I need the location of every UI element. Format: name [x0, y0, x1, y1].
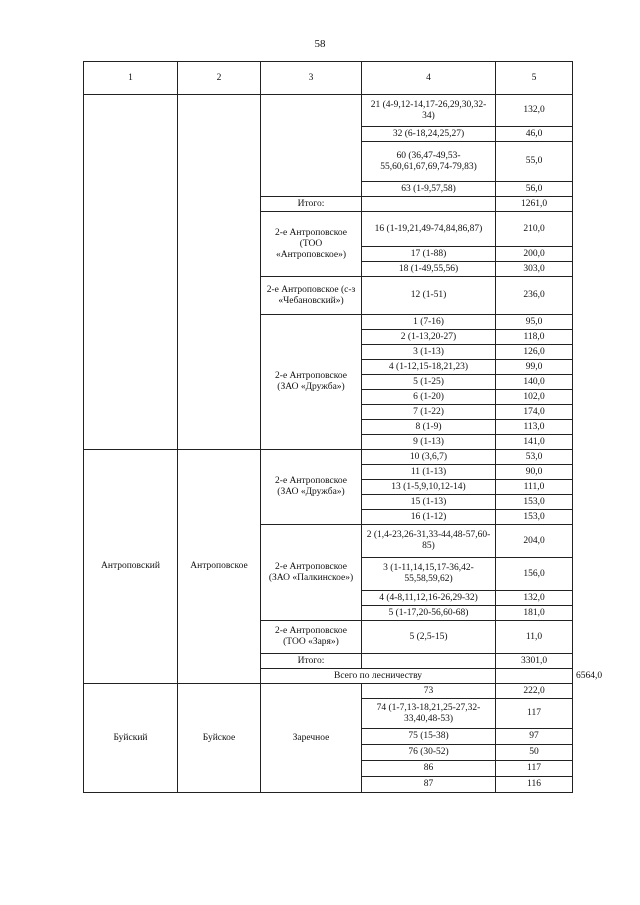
group-label: Заречное: [261, 684, 362, 793]
group-label: 2-е Антроповское (ЗАО «Дружба»): [261, 450, 362, 525]
group-label: 2-е Антроповское (ТОО «Заря»): [261, 621, 362, 654]
cell-area: 126,0: [496, 345, 573, 360]
subtotal-value: 1261,0: [496, 197, 573, 212]
table-row: [84, 95, 573, 127]
grand-total-empty: [496, 669, 573, 684]
cell-quarter: 1 (7-16): [362, 315, 496, 330]
cell-area: 181,0: [496, 606, 573, 621]
cell-area: 222,0: [496, 684, 573, 699]
header-col-4: 4: [362, 62, 496, 95]
cell-quarter: 5 (1-25): [362, 375, 496, 390]
subtotal-empty: [362, 197, 496, 212]
cell-area: 174,0: [496, 405, 573, 420]
cell-quarter: 4 (4-8,11,12,16-26,29-32): [362, 591, 496, 606]
cell-quarter: 10 (3,6,7): [362, 450, 496, 465]
cell-area: 90,0: [496, 465, 573, 480]
cell-area: 97: [496, 729, 573, 745]
cell-area: 141,0: [496, 435, 573, 450]
district-name: Буйский: [84, 684, 178, 793]
cell-quarter: 17 (1-88): [362, 247, 496, 262]
cell-area: 113,0: [496, 420, 573, 435]
cell-quarter: 5 (2,5-15): [362, 621, 496, 654]
group-label: 2-е Антроповское (ТОО «Антроповское»): [261, 212, 362, 277]
block1-col3-empty: [261, 95, 362, 197]
header-col-1: 1: [84, 62, 178, 95]
cell-area: 303,0: [496, 262, 573, 277]
cell-quarter: 87: [362, 777, 496, 793]
cell-quarter: 6 (1-20): [362, 390, 496, 405]
cell-area: 50: [496, 745, 573, 761]
table-row: [84, 684, 573, 699]
cell-area: 55,0: [496, 142, 573, 182]
cell-quarter: 5 (1-17,20-56,60-68): [362, 606, 496, 621]
cell-quarter: 2 (1,4-23,26-31,33-44,48-57,60-85): [362, 525, 496, 558]
cell-area: 11,0: [496, 621, 573, 654]
block1-col1-empty: [84, 95, 178, 450]
cell-area: 95,0: [496, 315, 573, 330]
district-name: Антроповский: [84, 450, 178, 684]
header-col-3: 3: [261, 62, 362, 95]
cell-quarter: 12 (1-51): [362, 277, 496, 315]
cell-area: 46,0: [496, 127, 573, 142]
cell-area: 132,0: [496, 591, 573, 606]
cell-quarter: 60 (36,47-49,53-55,60,61,67,69,74-79,83): [362, 142, 496, 182]
forestry-table: [83, 61, 603, 793]
forestry-name: Антроповское: [178, 450, 261, 684]
subtotal-label: Итого:: [261, 197, 362, 212]
cell-area: 116: [496, 777, 573, 793]
cell-quarter: 63 (1-9,57,58): [362, 182, 496, 197]
cell-area: 210,0: [496, 212, 573, 247]
cell-area: 140,0: [496, 375, 573, 390]
cell-quarter: 73: [362, 684, 496, 699]
group-label: 2-е Антроповское (с-з «Чебановский»): [261, 277, 362, 315]
page-number: 58: [314, 38, 326, 50]
cell-area: 118,0: [496, 330, 573, 345]
header-col-2: 2: [178, 62, 261, 95]
cell-area: 236,0: [496, 277, 573, 315]
cell-quarter: 21 (4-9,12-14,17-26,29,30,32-34): [362, 95, 496, 127]
cell-quarter: 32 (6-18,24,25,27): [362, 127, 496, 142]
cell-quarter: 13 (1-5,9,10,12-14): [362, 480, 496, 495]
cell-area: 111,0: [496, 480, 573, 495]
subtotal-label: Итого:: [261, 654, 362, 669]
group-label: 2-е Антроповское (ЗАО «Палкинское»): [261, 525, 362, 621]
cell-area: 132,0: [496, 95, 573, 127]
cell-quarter: 3 (1-11,14,15,17-36,42-55,58,59,62): [362, 558, 496, 591]
cell-area: 117: [496, 699, 573, 729]
cell-quarter: 4 (1-12,15-18,21,23): [362, 360, 496, 375]
grand-total-label: Всего по лесничеству: [261, 669, 496, 684]
subtotal-empty: [362, 654, 496, 669]
cell-quarter: 2 (1-13,20-27): [362, 330, 496, 345]
cell-area: 117: [496, 761, 573, 777]
cell-quarter: 18 (1-49,55,56): [362, 262, 496, 277]
cell-area: 102,0: [496, 390, 573, 405]
cell-quarter: 8 (1-9): [362, 420, 496, 435]
cell-area: 53,0: [496, 450, 573, 465]
cell-quarter: 3 (1-13): [362, 345, 496, 360]
cell-area: 153,0: [496, 510, 573, 525]
cell-area: 204,0: [496, 525, 573, 558]
subtotal-value: 3301,0: [496, 654, 573, 669]
cell-quarter: 75 (15-38): [362, 729, 496, 745]
group-label: 2-е Антроповское (ЗАО «Дружба»): [261, 315, 362, 450]
cell-quarter: 9 (1-13): [362, 435, 496, 450]
cell-quarter: 86: [362, 761, 496, 777]
cell-quarter: 7 (1-22): [362, 405, 496, 420]
forestry-name: Буйское: [178, 684, 261, 793]
cell-area: 200,0: [496, 247, 573, 262]
cell-quarter: 76 (30-52): [362, 745, 496, 761]
cell-area: 156,0: [496, 558, 573, 591]
cell-quarter: 74 (1-7,13-18,21,25-27,32-33,40,48-53): [362, 699, 496, 729]
header-col-5: 5: [496, 62, 573, 95]
cell-quarter: 11 (1-13): [362, 465, 496, 480]
grand-total-row: Всего по лесничеству 6564,0: [84, 669, 573, 684]
cell-quarter: 16 (1-19,21,49-74,84,86,87): [362, 212, 496, 247]
header-row: [84, 62, 573, 95]
cell-quarter: 15 (1-13): [362, 495, 496, 510]
cell-area: 153,0: [496, 495, 573, 510]
cell-area: 99,0: [496, 360, 573, 375]
block1-col2-empty: [178, 95, 261, 450]
cell-area: 56,0: [496, 182, 573, 197]
table-row: [84, 450, 573, 465]
cell-quarter: 16 (1-12): [362, 510, 496, 525]
